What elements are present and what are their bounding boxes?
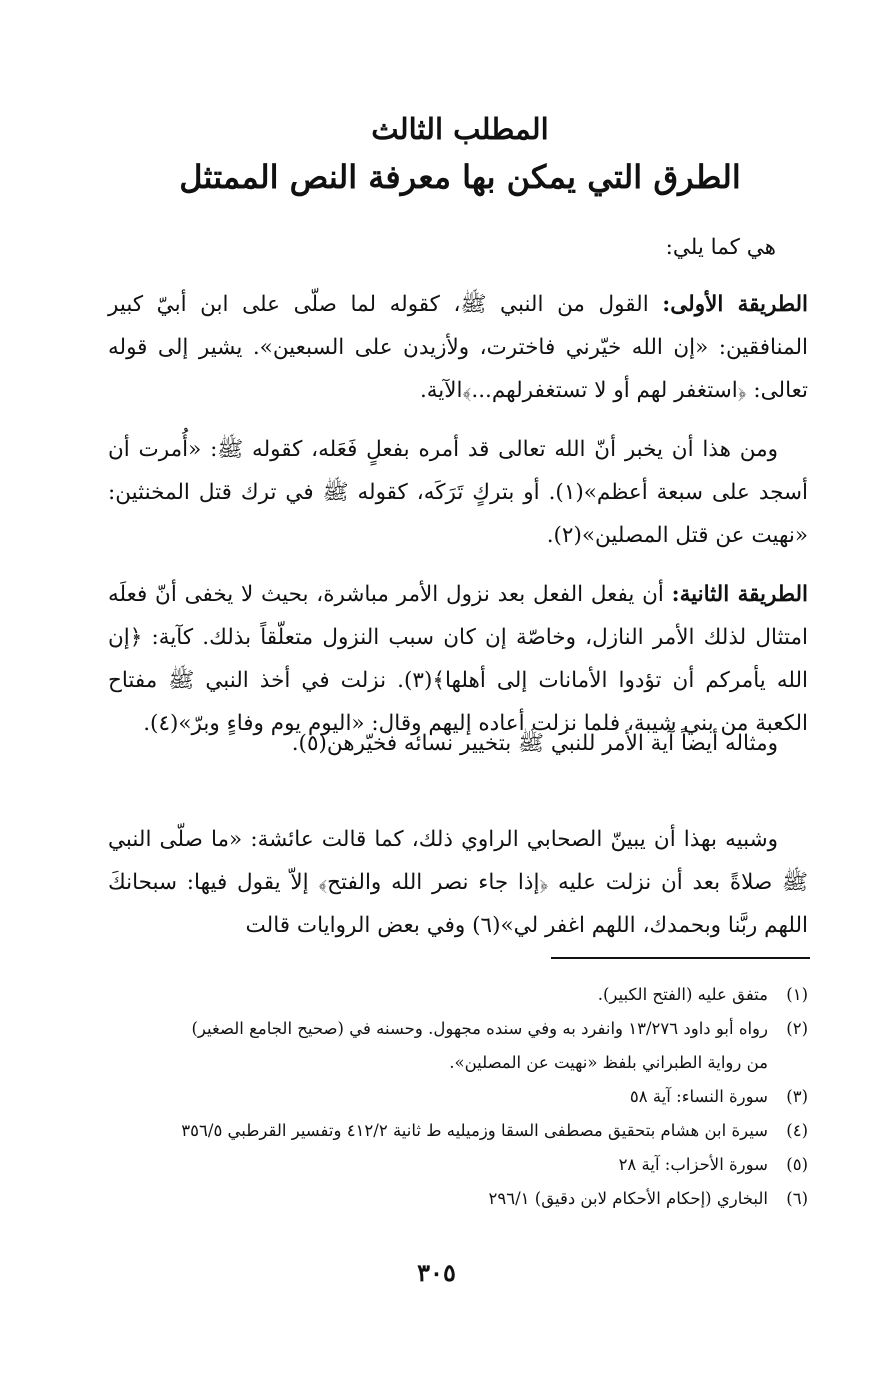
footnote-text: سورة النساء: آية ٥٨ <box>629 1087 768 1106</box>
section-heading: المطلب الثالث <box>371 112 549 146</box>
method-one-label: الطريقة الأولى: <box>662 292 808 317</box>
footnote-number: (١) <box>786 985 808 1004</box>
footnote-text: البخاري (إحكام الأحكام لابن دقيق) ٢٩٦/١ <box>488 1189 768 1208</box>
footnote-text: متفق عليه (الفتح الكبير). <box>597 985 768 1004</box>
footnote-item <box>108 978 808 1012</box>
method-one-text: القول من النبي ﷺ، كقوله لما صلّى على ابن أبيّ كبير المنافقين: «إن الله خيّرني فاخترت، ولأزيدن على السبعين». يشير إلى قوله تعالى: ﴿استغفر لهم أو لا تستغفرلهم...﴾الآية. <box>108 292 808 403</box>
footnote-item <box>108 1114 808 1148</box>
paragraph-method-one <box>108 283 808 412</box>
page-number: ٣٠٥ <box>417 1258 456 1287</box>
footnote-text: سورة الأحزاب: آية ٢٨ <box>618 1155 768 1174</box>
intro-text: هي كما يلي: <box>665 235 776 260</box>
footnote-number: (٥) <box>786 1155 808 1174</box>
method-two-text: أن يفعل الفعل بعد نزول الأمر مباشرة، بحيث لا يخفى أنّ فعلَه امتثال لذلك الأمر النازل، وخاصّة إن كان سبب النزول متعلّقاً بذلك. كآية: ﴿إن الله يأمركم أن تؤدوا الأمانات إلى أهلها﴾(٣). نزلت في أخذ النبي ﷺ مفتاح الكعبة من بني شيبة، فلما نزلت أعاده إليهم وقال: «اليوم يوم وفاءٍ وبرّ»(٤). <box>108 582 808 736</box>
footnote-number: (٦) <box>786 1189 808 1208</box>
footnotes-list <box>108 978 808 1216</box>
footnote-number: (٤) <box>786 1121 808 1140</box>
paragraph-companion-narration: وشبيه بهذا أن يبينّ الصحابي الراوي ذلك، كما قالت عائشة: «ما صلّى النبي ﷺ صلاةً بعد أن نزلت عليه ﴿إذا جاء نصر الله والفتح﴾ إلاّ يقول فيها: سبحانكَ اللهم ربَّنا وبحمدك، اللهم اغفر لي»(٦) وفي بعض الروايات قالت <box>108 827 808 938</box>
footnote-item <box>108 1012 808 1046</box>
paragraph-choice-verse: ومثاله أيضاً آية الأمر للنبي ﷺ بتخيير نسائه فخيّرهن(٥). <box>291 731 778 756</box>
footnote-item <box>108 1148 808 1182</box>
footnote-number: (٢) <box>786 1019 808 1038</box>
paragraph-method-two <box>108 573 808 745</box>
section-title: الطرق التي يمكن بها معرفة النص الممتثل <box>179 158 741 196</box>
method-two-label: الطريقة الثانية: <box>671 582 808 607</box>
footnote-item <box>108 1080 808 1114</box>
footnote-text: رواه أبو داود ١٣/٢٧٦ وانفرد به وفي سنده مجهول. وحسنه في (صحيح الجامع الصغير) <box>191 1019 768 1038</box>
footnote-divider <box>551 957 810 959</box>
footnote-number: (٣) <box>786 1087 808 1106</box>
footnote-text: سيرة ابن هشام بتحقيق مصطفى السقا وزميليه ط ثانية ٤١٢/٢ وتفسير القرطبي ٣٥٦/٥ <box>181 1121 768 1140</box>
footnote-item <box>108 1182 808 1216</box>
paragraph-command-example: ومن هذا أن يخبر أنّ الله تعالى قد أمره بفعلٍ فَعَله، كقوله ﷺ: «أُمرت أن أسجد على سبعة أعظم»(١). أو بتركٍ تَرَكَه، كقوله ﷺ في ترك قتل المخنثين: «نهيت عن قتل المصلين»(٢). <box>108 437 808 548</box>
footnote-continuation: من رواية الطبراني بلفظ «نهيت عن المصلين». <box>449 1053 768 1072</box>
